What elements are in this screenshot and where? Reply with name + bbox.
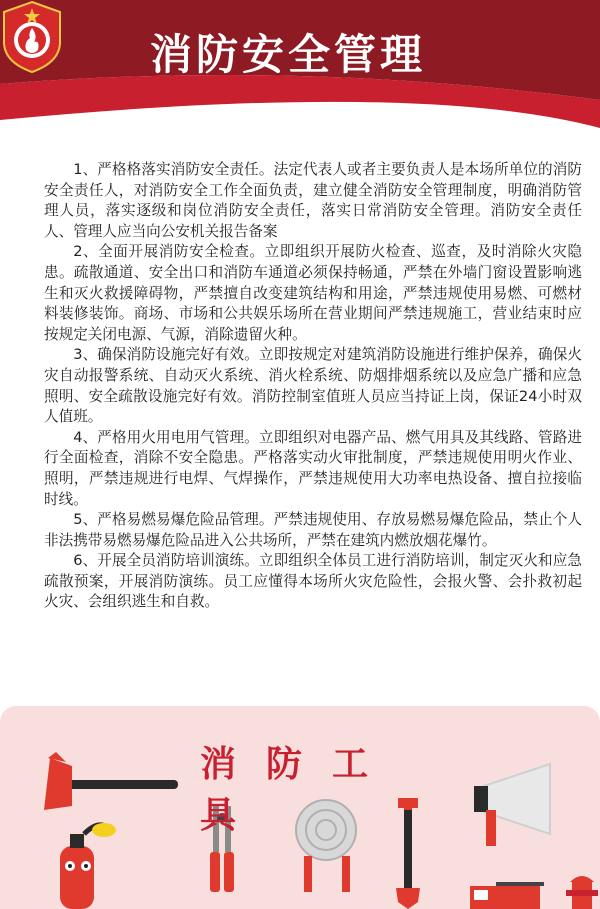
regulations-text: [44, 160, 582, 613]
fire-axe-icon: [44, 752, 178, 810]
regulation-item: 1、严格格落实消防安全责任。法定代表人或者主要负责人是本场所单位的消防安全责任人，对消防安全工作全面负责，建立健全消防安全管理制度，明确消防管理人员，落实逐级和岗位消防安全责任，落实日常消防安全管理。消防安全责任人、管理人应当向公安机关报告备案: [44, 161, 582, 240]
regulation-item: 4、严格用火用电用气管理。立即组织对电器产品、燃气用具及其线路、管路进行全面检查，消除不安全隐患。严格落实动火审批制度，严禁违规使用明火作业、照明，严禁违规进行电焊、气焊操作，严禁违规使用大功率电热设备、擅自拉接临时线。: [44, 428, 582, 508]
regulation-item: 3、确保消防设施完好有效。立即按规定对建筑消防设施进行维护保养，确保火灾自动报警系统、自动灭火系统、消火栓系统、防烟排烟系统以及应急广播和应急照明、安全疏散设施完好有效。消防控制室值班人员应当持证上岗，保证24小时双人值班。: [44, 346, 582, 426]
tools-panel: [0, 706, 600, 909]
tools-title: 消防工具: [200, 744, 399, 836]
regulation-item: 5、严格易燃易爆危险品管理。严禁违规使用、存放易燃易爆危险品，禁止个人非法携带易燃易爆危险品进入公共场所，严禁在建筑内燃放烟花爆竹。: [44, 511, 582, 549]
fire-hydrant-icon: [566, 876, 598, 909]
header-banner: [0, 0, 600, 150]
fire-emblem-icon: [0, 0, 64, 74]
megaphone-icon: [474, 764, 550, 846]
page-title: 消防安全管理: [150, 30, 427, 79]
regulation-item: 2、全面开展消防安全检查。立即组织开展防火检查、巡查，及时消除火灾隐患。疏散通道、安全出口和消防车通道必须保持畅通，严禁在外墙门窗设置影响逃生和灭火救援障碍物，严禁擅自改变建筑结构和用途，严禁违规使用易燃、可燃材料装修装饰。商场、市场和公共娱乐场所在营业期间严禁违规施工，营业结束时应按规定关闭电源、气源，消除遗留火种。: [44, 243, 582, 343]
fire-truck-icon: [470, 882, 544, 909]
extinguisher-mascot-icon: [60, 823, 116, 909]
regulation-item: 6、开展全员消防培训演练。立即组织全体员工进行消防培训，制定灭火和应急疏散预案，开展消防演练。员工应懂得本场所火灾危险性，会报火警、会扑救初起火灾、会组织逃生和自救。: [44, 552, 582, 611]
